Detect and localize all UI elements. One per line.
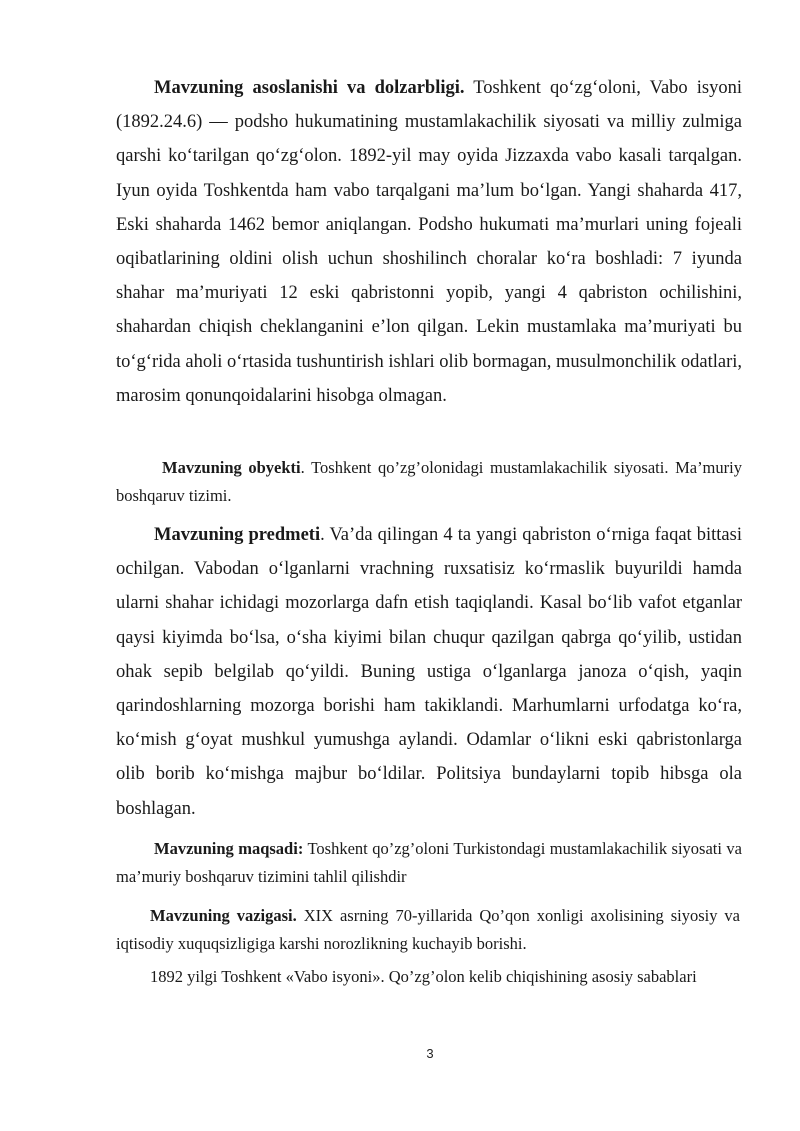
paragraph-lead: Mavzuning asoslanishi va dolzarbligi. [154,78,465,98]
paragraph-lead: Mavzuning maqsadi: [154,839,304,858]
paragraph-relevance [116,71,742,413]
paragraph-text: . Toshkent qo’zg’olonidagi mustamlakachilik siyosati. Ma’muriy boshqaruv tizimi. [116,458,742,505]
paragraph-causes [116,963,740,991]
paragraph-lead: Mavzuning vazigasi. [150,906,297,925]
page-number: 3 [426,1046,434,1061]
paragraph-lead: Mavzuning obyekti [162,458,301,477]
paragraph-text: 1892 yilgi Toshkent «Vabo isyoni». Qo’zg’olon kelib chiqishining asosiy sabablari [150,967,697,986]
paragraph-text: Toshkent qo’zg’oloni Turkistondagi mustamlakachilik siyosati va ma’muriy boshqaruv tizimini tahlil qilishdir [116,839,743,886]
paragraph-goal [116,835,742,891]
paragraph-task [116,902,740,958]
paragraph-text: Toshkent qo‘zg‘oloni, Vabo isyoni (1892.24.6) — podsho hukumatining mustamlakachilik siyosati va milliy zulmiga qarshi ko‘tarilgan qo‘zg‘olon. 1892-yil may oyida Jizzaxda vabo kasali tarqalgan. Iyun oyida Toshkentda ham vabo tarqalgani ma’lum bo‘lgan. Yangi shaharda 417, Eski shaharda 1462 bemor aniqlangan. Podsho hukumati ma’murlari uning fojeali oqibatlarining oldini olish uchun shoshilinch choralar ko‘ra boshladi: 7 iyunda shahar ma’muriyati 12 eski qabristonni yopib, yangi 4 qabriston ochilishini, shahardan chiqish cheklanganini e’lon qilgan. Lekin mustamlaka ma’muriyati bu to‘g‘rida aholi o‘rtasida tushuntirish ishlari olib bormagan, musulmonchilik odatlari, marosim qonunqoidalarini hisobga olmagan. [116,78,742,406]
paragraph-object [116,454,742,510]
paragraph-text: XIX asrning 70-yillarida Qo’qon xonligi axolisining siyosiy va iqtisodiy xuquqsizligiga karshi norozlikning kuchayib borishi. [116,906,740,953]
paragraph-subject [116,518,742,826]
paragraph-text: . Va’da qilingan 4 ta yangi qabriston o‘rniga faqat bittasi ochilgan. Vabodan o‘lganlarni vrachning ruxsatisiz ko‘rmaslik buyurildi hamda ularni shahar ichidagi mozorlarga dafn etish taqiqlandi. Kasal bo‘lib vafot etganlar qaysi kiyimda bo‘lsa, o‘sha kiyimi bilan chuqur qazilgan qabrga qo‘yilib, ustidan ohak sepib belgilab qo‘yildi. Buning ustiga o‘lganlarga janoza o‘qish, yaqin qarindoshlarning mozorga borishi ham takiklandi. Marhumlarni urfodatga ko‘ra, ko‘mish g‘oyat mushkul yumushga aylandi. Odamlar o‘likni eski qabristonlarga olib borib ko‘mishga majbur bo‘ldilar. Politsiya bundaylarni topib hibsga ola boshlagan. [116,525,742,819]
paragraph-lead: Mavzuning predmeti [154,525,321,545]
